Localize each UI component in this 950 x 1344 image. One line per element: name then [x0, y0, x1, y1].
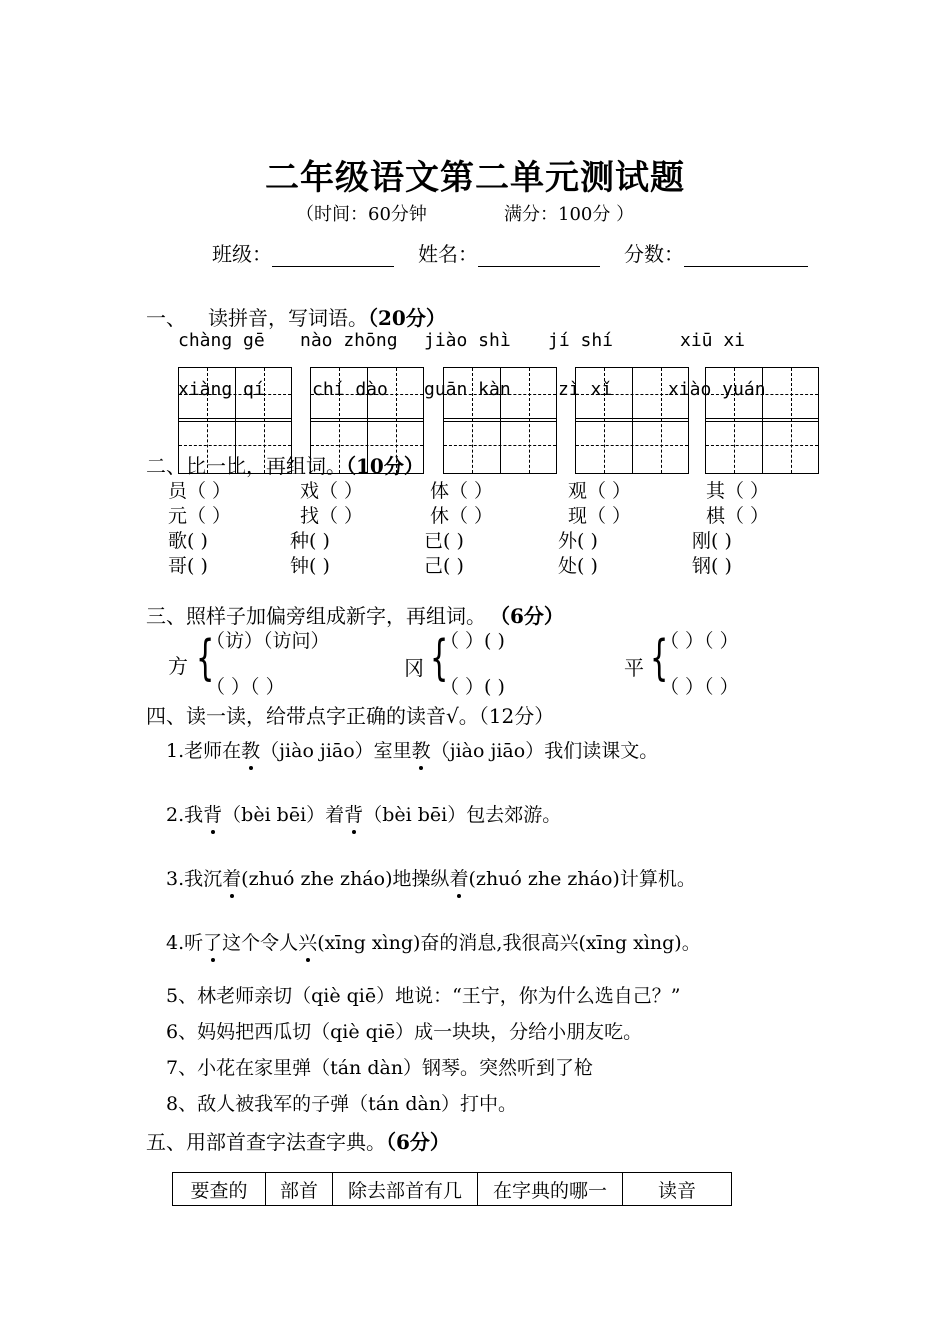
brace-icon: {: [430, 630, 449, 686]
dictionary-table: [172, 1172, 732, 1206]
section-3-heading: 三、照样子加偏旁组成新字，再组词。 （6分）: [146, 604, 564, 628]
score-info: 满分：100分 ）: [504, 204, 635, 225]
section-4-heading: 四、读一读，给带点字正确的读音√。（12分）: [146, 704, 555, 728]
sentence-5: 5、林老师亲切（qiè qiē）地说：“王宁，你为什么选自己？”: [166, 985, 681, 1007]
pinyin-3: jiào shì: [424, 330, 511, 351]
name-field[interactable]: [418, 238, 600, 267]
radical-top-2: （ ）( ): [440, 630, 505, 652]
page-title: 二年级语文第二单元测试题: [265, 158, 685, 198]
sentence-4: 4.听了这个令人兴(xīng xìng)奋的消息,我很高兴(xīng xìng)。: [166, 932, 701, 954]
writing-grid[interactable]: [575, 418, 689, 474]
brace-icon: {: [196, 630, 215, 686]
score-field[interactable]: [624, 238, 808, 267]
table-header-cell: 除去部首有几: [333, 1173, 478, 1206]
pinyin-8: guān kàn: [424, 379, 511, 400]
pinyin-9: zì xǐ: [558, 379, 613, 400]
sentence-2: 2.我背（bèi bēi）着背（bèi bēi）包去郊游。: [166, 804, 562, 826]
time-info: （时间：60分钟: [296, 204, 427, 225]
pinyin-2: nào zhōng: [300, 330, 398, 351]
radical-char-1: 方: [168, 654, 188, 678]
score-blank[interactable]: [684, 246, 808, 267]
sentence-1: 1.老师在教（jiào jiāo）室里教（jiào jiāo）我们读课文。: [166, 740, 659, 762]
sentence-6: 6、妈妈把西瓜切（qiè qiē）成一块块，分给小朋友吃。: [166, 1021, 643, 1043]
table-header-cell: 读音: [623, 1173, 732, 1206]
sentence-3: 3.我沉着(zhuó zhe zháo)地操纵着(zhuó zhe zháo)计算机。: [166, 868, 696, 890]
table-header-cell: 要查的: [173, 1173, 266, 1206]
sentence-7: 7、小花在家里弹（tán dàn）钢琴。突然听到了枪: [166, 1057, 594, 1079]
radical-top-1: （访）（访问）: [206, 630, 330, 652]
class-label: 班级：: [212, 242, 272, 266]
radical-char-3: 平: [624, 656, 644, 680]
sentence-8: 8、敌人被我军的子弹（tán dàn）打中。: [166, 1093, 518, 1115]
compare-row: 员（ ） 戏（ ） 体（ ） 观（ ） 其（ ）: [168, 480, 770, 502]
writing-grid[interactable]: [443, 418, 557, 474]
radical-char-2: 冈: [404, 656, 424, 680]
class-field[interactable]: [212, 238, 394, 267]
name-blank[interactable]: [478, 246, 600, 267]
table-header-row: [173, 1173, 732, 1206]
table-header-cell: 部首: [266, 1173, 333, 1206]
compare-row: 哥( ) 钟( ) 己( ) 处( ) 钢( ): [168, 555, 732, 577]
radical-bottom-3: （ ）（ ）: [660, 676, 739, 698]
radical-bottom-2: （ ）( ): [440, 676, 505, 698]
pinyin-10: xiào yuán: [668, 379, 766, 400]
class-blank[interactable]: [272, 246, 394, 267]
pinyin-1: chàng gē: [178, 330, 265, 351]
radical-top-3: （ ）（ ）: [660, 630, 739, 652]
compare-row: 元（ ） 找（ ） 休（ ） 现（ ） 棋（ ）: [168, 505, 770, 527]
pinyin-7: chí dào: [312, 379, 388, 400]
section-5-heading: 五、用部首查字法查字典。（6分）: [146, 1130, 450, 1154]
section-2-heading: 二、比一比，再组词。（10分）: [146, 454, 424, 478]
section-1-heading: 一、 读拼音，写词语。（20分）: [146, 306, 446, 330]
pinyin-5: xiū xi: [680, 330, 746, 351]
compare-row: 歌( ) 种( ) 已( ) 外( ) 刚( ): [168, 530, 732, 552]
pinyin-6: xiàng qí: [178, 379, 265, 400]
brace-icon: {: [650, 630, 669, 686]
score-label: 分数：: [624, 242, 684, 266]
radical-bottom-1: （ ）（ ）: [206, 676, 285, 698]
table-header-cell: 在字典的哪一: [478, 1173, 623, 1206]
pinyin-4: jí shí: [548, 330, 614, 351]
name-label: 姓名：: [418, 242, 478, 266]
writing-grid[interactable]: [705, 418, 819, 474]
